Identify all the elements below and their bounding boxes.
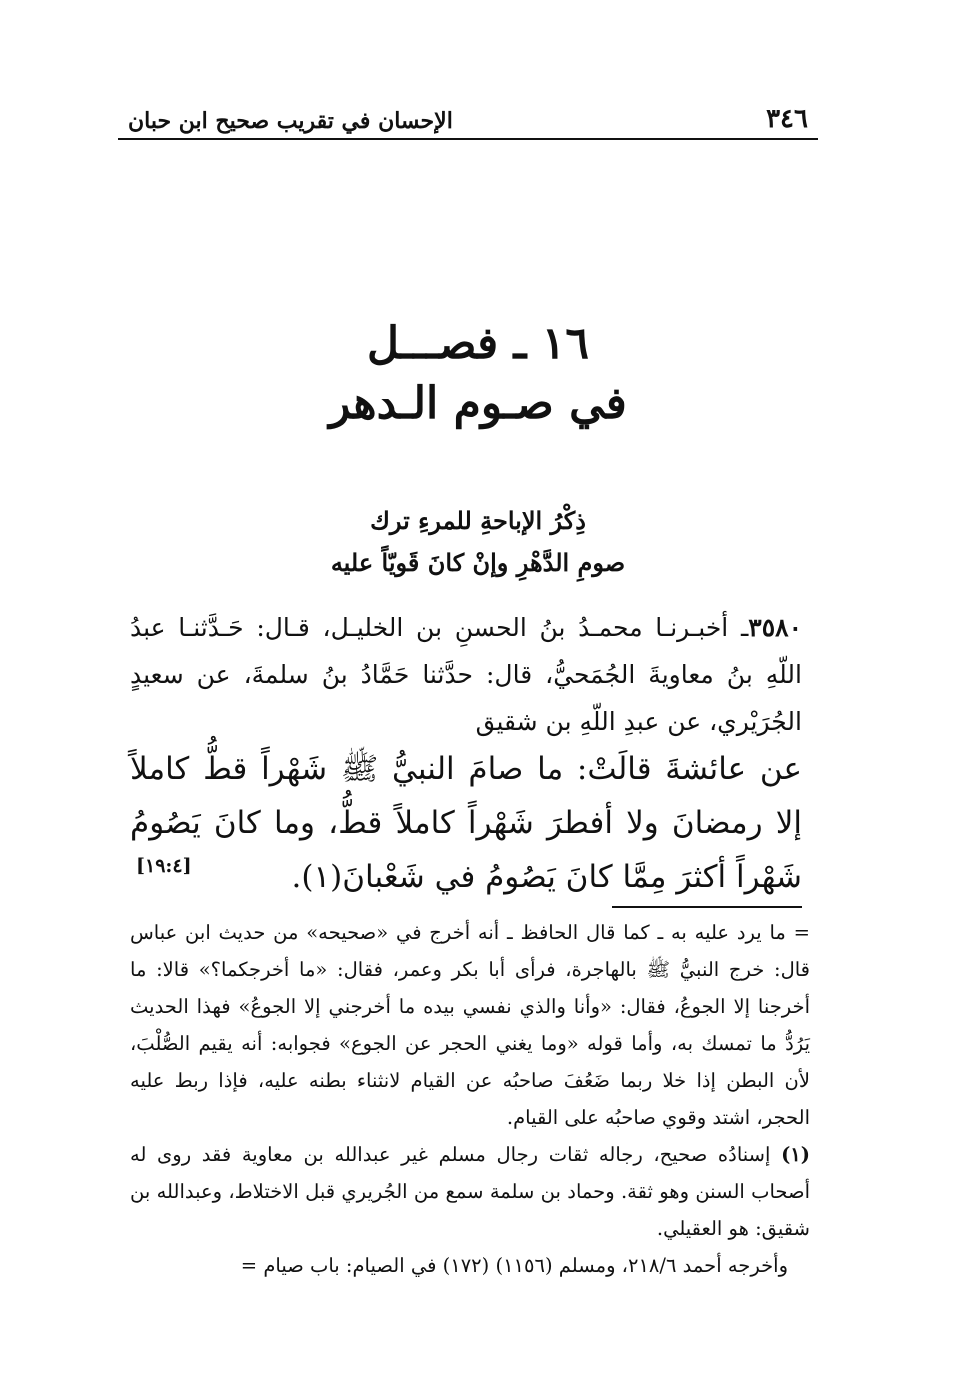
footnote-1-continued: وأخرجه أحمد ٢١٨/٦، ومسلم (١١٥٦) (١٧٢) في الصيام: باب صيام = xyxy=(240,1254,788,1277)
footnote-divider xyxy=(612,906,802,908)
chapter-subtitle: في صـوم الـدهر xyxy=(329,378,627,429)
section-title-line-2: صومِ الدَّهْرِ وإنْ كانَ قَويّاً عليه xyxy=(330,548,626,577)
running-header xyxy=(118,104,818,140)
footnote-1-text: إسنادُه صحيح، رجاله ثقات رجال مسلم غير عبدالله بن معاوية فقد روى له أصحاب السنن وهو ثقة. وحماد بن سلمة سمع من الجُريري قبل الاختلاط، وعبدالله بن شقيق: هو العقيلي. xyxy=(130,1143,810,1240)
section-title xyxy=(0,500,956,584)
page-number: ٣٤٦ xyxy=(766,104,808,134)
hadith-number: ٣٥٨٠ xyxy=(748,613,802,642)
footnote-continuation: = ما يرد عليه به ـ كما قال الحافظ ـ أنه أخرج في «صحيحه» من حديث ابن عباس قال: خرج النبيُّ ﷺ بالهاجرة، فرأى أبا بكر وعمر، فقال: «ما أخرجكما؟» قالا: ما أخرجنا إلا الجوعُ، فقال: «وأنا والذي نفسي بيده ما أخرجني إلا الجوعُ» فهذا الحديث يَرُدُّ ما تمسك به، وأما قوله «وما يغني الحجر عن الجوع» فجوابه: أنه يقيم الصُّلْبَ، لأن البطن إذا خلا ربما ضَعُفَ صاحبُه عن القيام لانثناء بطنه عليه، فإذا ربط عليه الحجر، اشتد وقوي صاحبُه على القيام. xyxy=(130,921,810,1129)
chapter-heading: ١٦ ـ فصـــل xyxy=(367,318,589,369)
book-title: الإحسان في تقريب صحيح ابن حبان xyxy=(128,108,453,134)
hadith-matn: عن عائشةَ قالَتْ: ما صامَ النبيُّ ﷺ شَهْراً قطُّ كاملاً إلا رمضانَ ولا أفطرَ شَهْراً كاملاً قطُّ، وما كانَ يَصُومُ شَهْراً أكثرَ مِمَّا كانَ يَصُومُ في شَعْبانَ(١). xyxy=(130,751,802,895)
footnote-1-number: (١) xyxy=(781,1143,811,1166)
isnad-text: ـ أخبـرنـا محمـدُ بنُ الحسنِ بن الخليـل، قـال: حَـدَّثنـا عبدُ اللّهِ بنُ معاويةَ الجُمَحيُّ، قال: حدَّثنا حَمَّادُ بنُ سلمةَ، عن سعيدٍ الجُرَيْري، عن عبدِ اللّهِ بن شقيق xyxy=(130,613,802,736)
footnote-1 xyxy=(130,1136,810,1247)
hadith-reference: [١٩:٤] xyxy=(136,855,192,877)
hadith-isnad xyxy=(130,604,802,745)
section-title-line-1: ذِكْرُ الإباحةِ للمرءِ ترك xyxy=(370,506,586,535)
footnotes xyxy=(130,914,810,1284)
